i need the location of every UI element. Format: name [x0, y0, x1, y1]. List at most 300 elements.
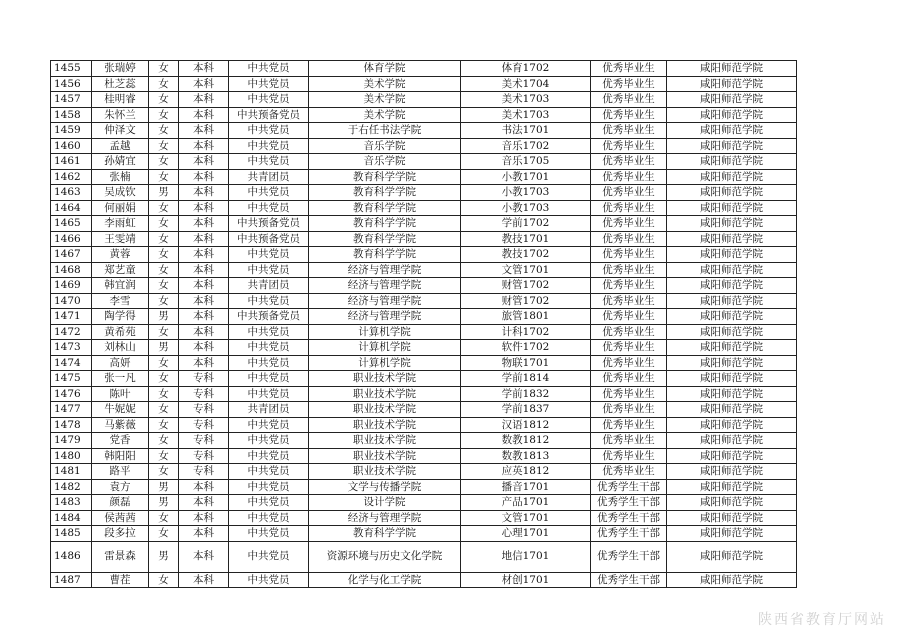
row-number-cell: 1459 — [51, 123, 92, 139]
honor-title-cell: 优秀毕业生 — [591, 324, 667, 340]
name-cell: 张楠 — [92, 169, 149, 185]
political-status-cell: 中共党员 — [229, 433, 309, 449]
table-row — [51, 309, 797, 325]
education-level-cell: 专科 — [179, 417, 229, 433]
college-cell: 职业技术学院 — [309, 402, 461, 418]
row-number-cell: 1463 — [51, 185, 92, 201]
education-level-cell: 本科 — [179, 138, 229, 154]
education-level-cell: 本科 — [179, 200, 229, 216]
political-status-cell: 中共党员 — [229, 495, 309, 511]
political-status-cell: 中共党员 — [229, 355, 309, 371]
name-cell: 张一凡 — [92, 371, 149, 387]
school-cell: 咸阳师范学院 — [667, 61, 797, 77]
honor-title-cell: 优秀毕业生 — [591, 61, 667, 77]
class-cell: 旅管1801 — [461, 309, 591, 325]
class-cell: 计科1702 — [461, 324, 591, 340]
table-row — [51, 138, 797, 154]
college-cell: 经济与管理学院 — [309, 293, 461, 309]
college-cell: 音乐学院 — [309, 138, 461, 154]
political-status-cell: 中共党员 — [229, 138, 309, 154]
table-row — [51, 340, 797, 356]
row-number-cell: 1484 — [51, 510, 92, 526]
honor-list-table — [50, 60, 797, 588]
name-cell: 刘林山 — [92, 340, 149, 356]
row-number-cell: 1480 — [51, 448, 92, 464]
name-cell: 袁方 — [92, 479, 149, 495]
row-number-cell: 1465 — [51, 216, 92, 232]
political-status-cell: 中共党员 — [229, 417, 309, 433]
row-number-cell: 1471 — [51, 309, 92, 325]
college-cell: 教育科学学院 — [309, 247, 461, 263]
college-cell: 美术学院 — [309, 92, 461, 108]
political-status-cell: 中共预备党员 — [229, 231, 309, 247]
name-cell: 侯茜茜 — [92, 510, 149, 526]
education-level-cell: 本科 — [179, 185, 229, 201]
row-number-cell: 1458 — [51, 107, 92, 123]
gender-cell: 女 — [149, 386, 179, 402]
college-cell: 经济与管理学院 — [309, 309, 461, 325]
table-row — [51, 433, 797, 449]
class-cell: 学前1814 — [461, 371, 591, 387]
gender-cell: 女 — [149, 107, 179, 123]
school-cell: 咸阳师范学院 — [667, 76, 797, 92]
class-cell: 应英1812 — [461, 464, 591, 480]
gender-cell: 女 — [149, 61, 179, 77]
class-cell: 教技1701 — [461, 231, 591, 247]
school-cell: 咸阳师范学院 — [667, 340, 797, 356]
political-status-cell: 中共党员 — [229, 526, 309, 542]
political-status-cell: 中共党员 — [229, 572, 309, 588]
college-cell: 职业技术学院 — [309, 448, 461, 464]
row-number-cell: 1473 — [51, 340, 92, 356]
honor-title-cell: 优秀毕业生 — [591, 154, 667, 170]
school-cell: 咸阳师范学院 — [667, 309, 797, 325]
row-number-cell: 1457 — [51, 92, 92, 108]
school-cell: 咸阳师范学院 — [667, 510, 797, 526]
honor-title-cell: 优秀毕业生 — [591, 293, 667, 309]
name-cell: 雷景森 — [92, 541, 149, 572]
row-number-cell: 1455 — [51, 61, 92, 77]
class-cell: 体育1702 — [461, 61, 591, 77]
table-row — [51, 526, 797, 542]
school-cell: 咸阳师范学院 — [667, 169, 797, 185]
class-cell: 数教1813 — [461, 448, 591, 464]
gender-cell: 女 — [149, 138, 179, 154]
education-level-cell: 本科 — [179, 154, 229, 170]
gender-cell: 女 — [149, 76, 179, 92]
political-status-cell: 中共预备党员 — [229, 216, 309, 232]
class-cell: 小教1703 — [461, 200, 591, 216]
class-cell: 财管1702 — [461, 278, 591, 294]
political-status-cell: 中共党员 — [229, 123, 309, 139]
school-cell: 咸阳师范学院 — [667, 464, 797, 480]
school-cell: 咸阳师范学院 — [667, 417, 797, 433]
honor-title-cell: 优秀毕业生 — [591, 92, 667, 108]
gender-cell: 女 — [149, 293, 179, 309]
class-cell: 美术1704 — [461, 76, 591, 92]
class-cell: 数教1812 — [461, 433, 591, 449]
class-cell: 美术1703 — [461, 92, 591, 108]
table-row — [51, 355, 797, 371]
class-cell: 材创1701 — [461, 572, 591, 588]
college-cell: 经济与管理学院 — [309, 262, 461, 278]
gender-cell: 女 — [149, 510, 179, 526]
college-cell: 文学与传播学院 — [309, 479, 461, 495]
education-level-cell: 本科 — [179, 572, 229, 588]
name-cell: 张瑞婷 — [92, 61, 149, 77]
education-level-cell: 本科 — [179, 526, 229, 542]
political-status-cell: 中共党员 — [229, 200, 309, 216]
table-row — [51, 154, 797, 170]
class-cell: 美术1703 — [461, 107, 591, 123]
name-cell: 何丽娟 — [92, 200, 149, 216]
row-number-cell: 1485 — [51, 526, 92, 542]
school-cell: 咸阳师范学院 — [667, 541, 797, 572]
political-status-cell: 中共党员 — [229, 479, 309, 495]
college-cell: 教育科学学院 — [309, 231, 461, 247]
table-row — [51, 479, 797, 495]
table-row — [51, 371, 797, 387]
political-status-cell: 中共党员 — [229, 510, 309, 526]
college-cell: 计算机学院 — [309, 340, 461, 356]
class-cell: 音乐1705 — [461, 154, 591, 170]
honor-title-cell: 优秀毕业生 — [591, 402, 667, 418]
name-cell: 牛妮妮 — [92, 402, 149, 418]
gender-cell: 男 — [149, 185, 179, 201]
education-level-cell: 本科 — [179, 76, 229, 92]
table-row — [51, 262, 797, 278]
school-cell: 咸阳师范学院 — [667, 386, 797, 402]
name-cell: 朱怀兰 — [92, 107, 149, 123]
row-number-cell: 1470 — [51, 293, 92, 309]
row-number-cell: 1483 — [51, 495, 92, 511]
gender-cell: 女 — [149, 200, 179, 216]
gender-cell: 女 — [149, 154, 179, 170]
college-cell: 教育科学学院 — [309, 200, 461, 216]
education-level-cell: 本科 — [179, 92, 229, 108]
row-number-cell: 1486 — [51, 541, 92, 572]
school-cell: 咸阳师范学院 — [667, 526, 797, 542]
row-number-cell: 1466 — [51, 231, 92, 247]
class-cell: 学前1832 — [461, 386, 591, 402]
school-cell: 咸阳师范学院 — [667, 355, 797, 371]
table-row — [51, 324, 797, 340]
college-cell: 化学与化工学院 — [309, 572, 461, 588]
education-level-cell: 专科 — [179, 371, 229, 387]
row-number-cell: 1464 — [51, 200, 92, 216]
honor-title-cell: 优秀毕业生 — [591, 433, 667, 449]
honor-title-cell: 优秀毕业生 — [591, 309, 667, 325]
college-cell: 教育科学学院 — [309, 526, 461, 542]
college-cell: 教育科学学院 — [309, 185, 461, 201]
name-cell: 王雯靖 — [92, 231, 149, 247]
class-cell: 文管1701 — [461, 510, 591, 526]
education-level-cell: 本科 — [179, 541, 229, 572]
political-status-cell: 中共预备党员 — [229, 107, 309, 123]
school-cell: 咸阳师范学院 — [667, 262, 797, 278]
honor-title-cell: 优秀学生干部 — [591, 526, 667, 542]
education-level-cell: 本科 — [179, 231, 229, 247]
name-cell: 黄蓉 — [92, 247, 149, 263]
gender-cell: 女 — [149, 464, 179, 480]
gender-cell: 女 — [149, 371, 179, 387]
college-cell: 计算机学院 — [309, 324, 461, 340]
row-number-cell: 1474 — [51, 355, 92, 371]
class-cell: 小教1701 — [461, 169, 591, 185]
school-cell: 咸阳师范学院 — [667, 371, 797, 387]
gender-cell: 男 — [149, 479, 179, 495]
table-row — [51, 510, 797, 526]
class-cell: 播音1701 — [461, 479, 591, 495]
education-level-cell: 本科 — [179, 293, 229, 309]
honor-title-cell: 优秀毕业生 — [591, 371, 667, 387]
political-status-cell: 中共党员 — [229, 340, 309, 356]
name-cell: 郑艺童 — [92, 262, 149, 278]
political-status-cell: 共青团员 — [229, 278, 309, 294]
row-number-cell: 1456 — [51, 76, 92, 92]
gender-cell: 女 — [149, 231, 179, 247]
education-level-cell: 本科 — [179, 510, 229, 526]
honor-title-cell: 优秀毕业生 — [591, 138, 667, 154]
gender-cell: 女 — [149, 123, 179, 139]
name-cell: 孙婧宜 — [92, 154, 149, 170]
school-cell: 咸阳师范学院 — [667, 402, 797, 418]
gender-cell: 男 — [149, 340, 179, 356]
college-cell: 职业技术学院 — [309, 417, 461, 433]
education-level-cell: 专科 — [179, 448, 229, 464]
political-status-cell: 中共党员 — [229, 448, 309, 464]
honor-title-cell: 优秀毕业生 — [591, 278, 667, 294]
name-cell: 吴成钦 — [92, 185, 149, 201]
class-cell: 地信1701 — [461, 541, 591, 572]
political-status-cell: 中共党员 — [229, 541, 309, 572]
name-cell: 马紫薇 — [92, 417, 149, 433]
table-row — [51, 278, 797, 294]
political-status-cell: 中共党员 — [229, 92, 309, 108]
college-cell: 资源环境与历史文化学院 — [309, 541, 461, 572]
college-cell: 于右任书法学院 — [309, 123, 461, 139]
education-level-cell: 本科 — [179, 262, 229, 278]
class-cell: 书法1701 — [461, 123, 591, 139]
school-cell: 咸阳师范学院 — [667, 154, 797, 170]
school-cell: 咸阳师范学院 — [667, 433, 797, 449]
college-cell: 经济与管理学院 — [309, 510, 461, 526]
education-level-cell: 本科 — [179, 340, 229, 356]
gender-cell: 女 — [149, 262, 179, 278]
row-number-cell: 1477 — [51, 402, 92, 418]
name-cell: 李雪 — [92, 293, 149, 309]
name-cell: 陶学得 — [92, 309, 149, 325]
table-row — [51, 417, 797, 433]
honor-title-cell: 优秀毕业生 — [591, 107, 667, 123]
political-status-cell: 共青团员 — [229, 402, 309, 418]
class-cell: 心理1701 — [461, 526, 591, 542]
name-cell: 孟越 — [92, 138, 149, 154]
education-level-cell: 本科 — [179, 495, 229, 511]
table-row — [51, 61, 797, 77]
table-row — [51, 495, 797, 511]
honor-title-cell: 优秀毕业生 — [591, 216, 667, 232]
college-cell: 计算机学院 — [309, 355, 461, 371]
college-cell: 美术学院 — [309, 107, 461, 123]
school-cell: 咸阳师范学院 — [667, 92, 797, 108]
class-cell: 文管1701 — [461, 262, 591, 278]
education-level-cell: 本科 — [179, 123, 229, 139]
name-cell: 陈叶 — [92, 386, 149, 402]
education-level-cell: 专科 — [179, 433, 229, 449]
table-row — [51, 76, 797, 92]
table-body — [51, 61, 797, 588]
political-status-cell: 中共党员 — [229, 262, 309, 278]
honor-title-cell: 优秀毕业生 — [591, 464, 667, 480]
political-status-cell: 中共党员 — [229, 61, 309, 77]
gender-cell: 女 — [149, 433, 179, 449]
political-status-cell: 中共党员 — [229, 386, 309, 402]
table-row — [51, 572, 797, 588]
honor-title-cell: 优秀毕业生 — [591, 417, 667, 433]
honor-title-cell: 优秀毕业生 — [591, 185, 667, 201]
college-cell: 设计学院 — [309, 495, 461, 511]
name-cell: 韩阳阳 — [92, 448, 149, 464]
gender-cell: 女 — [149, 355, 179, 371]
class-cell: 小教1703 — [461, 185, 591, 201]
table-row — [51, 464, 797, 480]
school-cell: 咸阳师范学院 — [667, 138, 797, 154]
row-number-cell: 1460 — [51, 138, 92, 154]
honor-title-cell: 优秀毕业生 — [591, 386, 667, 402]
honor-title-cell: 优秀毕业生 — [591, 448, 667, 464]
table-row — [51, 92, 797, 108]
political-status-cell: 中共党员 — [229, 324, 309, 340]
gender-cell: 女 — [149, 278, 179, 294]
honor-title-cell: 优秀毕业生 — [591, 355, 667, 371]
college-cell: 经济与管理学院 — [309, 278, 461, 294]
education-level-cell: 专科 — [179, 464, 229, 480]
honor-title-cell: 优秀毕业生 — [591, 76, 667, 92]
gender-cell: 女 — [149, 572, 179, 588]
honor-title-cell: 优秀毕业生 — [591, 169, 667, 185]
education-level-cell: 专科 — [179, 402, 229, 418]
gender-cell: 女 — [149, 247, 179, 263]
table-row — [51, 185, 797, 201]
class-cell: 教技1702 — [461, 247, 591, 263]
school-cell: 咸阳师范学院 — [667, 293, 797, 309]
gender-cell: 男 — [149, 541, 179, 572]
political-status-cell: 中共党员 — [229, 464, 309, 480]
honor-title-cell: 优秀毕业生 — [591, 231, 667, 247]
honor-title-cell: 优秀毕业生 — [591, 123, 667, 139]
school-cell: 咸阳师范学院 — [667, 185, 797, 201]
row-number-cell: 1481 — [51, 464, 92, 480]
class-cell: 汉语1812 — [461, 417, 591, 433]
name-cell: 曹茬 — [92, 572, 149, 588]
school-cell: 咸阳师范学院 — [667, 231, 797, 247]
school-cell: 咸阳师范学院 — [667, 216, 797, 232]
honor-title-cell: 优秀毕业生 — [591, 262, 667, 278]
gender-cell: 女 — [149, 526, 179, 542]
row-number-cell: 1472 — [51, 324, 92, 340]
honor-title-cell: 优秀学生干部 — [591, 495, 667, 511]
college-cell: 美术学院 — [309, 76, 461, 92]
school-cell: 咸阳师范学院 — [667, 247, 797, 263]
honor-title-cell: 优秀学生干部 — [591, 541, 667, 572]
school-cell: 咸阳师范学院 — [667, 572, 797, 588]
table-row — [51, 200, 797, 216]
class-cell: 学前1702 — [461, 216, 591, 232]
honor-title-cell: 优秀毕业生 — [591, 200, 667, 216]
name-cell: 仲泽文 — [92, 123, 149, 139]
gender-cell: 女 — [149, 216, 179, 232]
name-cell: 李雨虹 — [92, 216, 149, 232]
class-cell: 软件1702 — [461, 340, 591, 356]
college-cell: 教育科学学院 — [309, 216, 461, 232]
college-cell: 职业技术学院 — [309, 371, 461, 387]
gender-cell: 女 — [149, 92, 179, 108]
row-number-cell: 1487 — [51, 572, 92, 588]
name-cell: 段多拉 — [92, 526, 149, 542]
political-status-cell: 中共党员 — [229, 371, 309, 387]
table-row — [51, 247, 797, 263]
education-level-cell: 本科 — [179, 278, 229, 294]
gender-cell: 女 — [149, 417, 179, 433]
table-row — [51, 216, 797, 232]
row-number-cell: 1476 — [51, 386, 92, 402]
education-level-cell: 本科 — [179, 61, 229, 77]
class-cell: 产品1701 — [461, 495, 591, 511]
table-row — [51, 293, 797, 309]
row-number-cell: 1479 — [51, 433, 92, 449]
education-level-cell: 本科 — [179, 355, 229, 371]
education-level-cell: 专科 — [179, 386, 229, 402]
name-cell: 路平 — [92, 464, 149, 480]
political-status-cell: 中共党员 — [229, 247, 309, 263]
name-cell: 杜芝蕊 — [92, 76, 149, 92]
political-status-cell: 共青团员 — [229, 169, 309, 185]
school-cell: 咸阳师范学院 — [667, 123, 797, 139]
school-cell: 咸阳师范学院 — [667, 278, 797, 294]
education-level-cell: 本科 — [179, 216, 229, 232]
row-number-cell: 1475 — [51, 371, 92, 387]
political-status-cell: 中共党员 — [229, 76, 309, 92]
political-status-cell: 中共党员 — [229, 293, 309, 309]
honor-title-cell: 优秀毕业生 — [591, 340, 667, 356]
college-cell: 职业技术学院 — [309, 464, 461, 480]
education-level-cell: 本科 — [179, 324, 229, 340]
name-cell: 党香 — [92, 433, 149, 449]
gender-cell: 女 — [149, 448, 179, 464]
education-level-cell: 本科 — [179, 169, 229, 185]
name-cell: 桂明睿 — [92, 92, 149, 108]
honor-title-cell: 优秀毕业生 — [591, 247, 667, 263]
education-level-cell: 本科 — [179, 107, 229, 123]
honor-title-cell: 优秀学生干部 — [591, 510, 667, 526]
school-cell: 咸阳师范学院 — [667, 495, 797, 511]
political-status-cell: 中共党员 — [229, 185, 309, 201]
name-cell: 黄希苑 — [92, 324, 149, 340]
education-level-cell: 本科 — [179, 479, 229, 495]
school-cell: 咸阳师范学院 — [667, 479, 797, 495]
table-row — [51, 541, 797, 572]
row-number-cell: 1478 — [51, 417, 92, 433]
row-number-cell: 1462 — [51, 169, 92, 185]
table-row — [51, 448, 797, 464]
political-status-cell: 中共党员 — [229, 154, 309, 170]
name-cell: 高妍 — [92, 355, 149, 371]
row-number-cell: 1468 — [51, 262, 92, 278]
table-row — [51, 402, 797, 418]
row-number-cell: 1482 — [51, 479, 92, 495]
college-cell: 音乐学院 — [309, 154, 461, 170]
